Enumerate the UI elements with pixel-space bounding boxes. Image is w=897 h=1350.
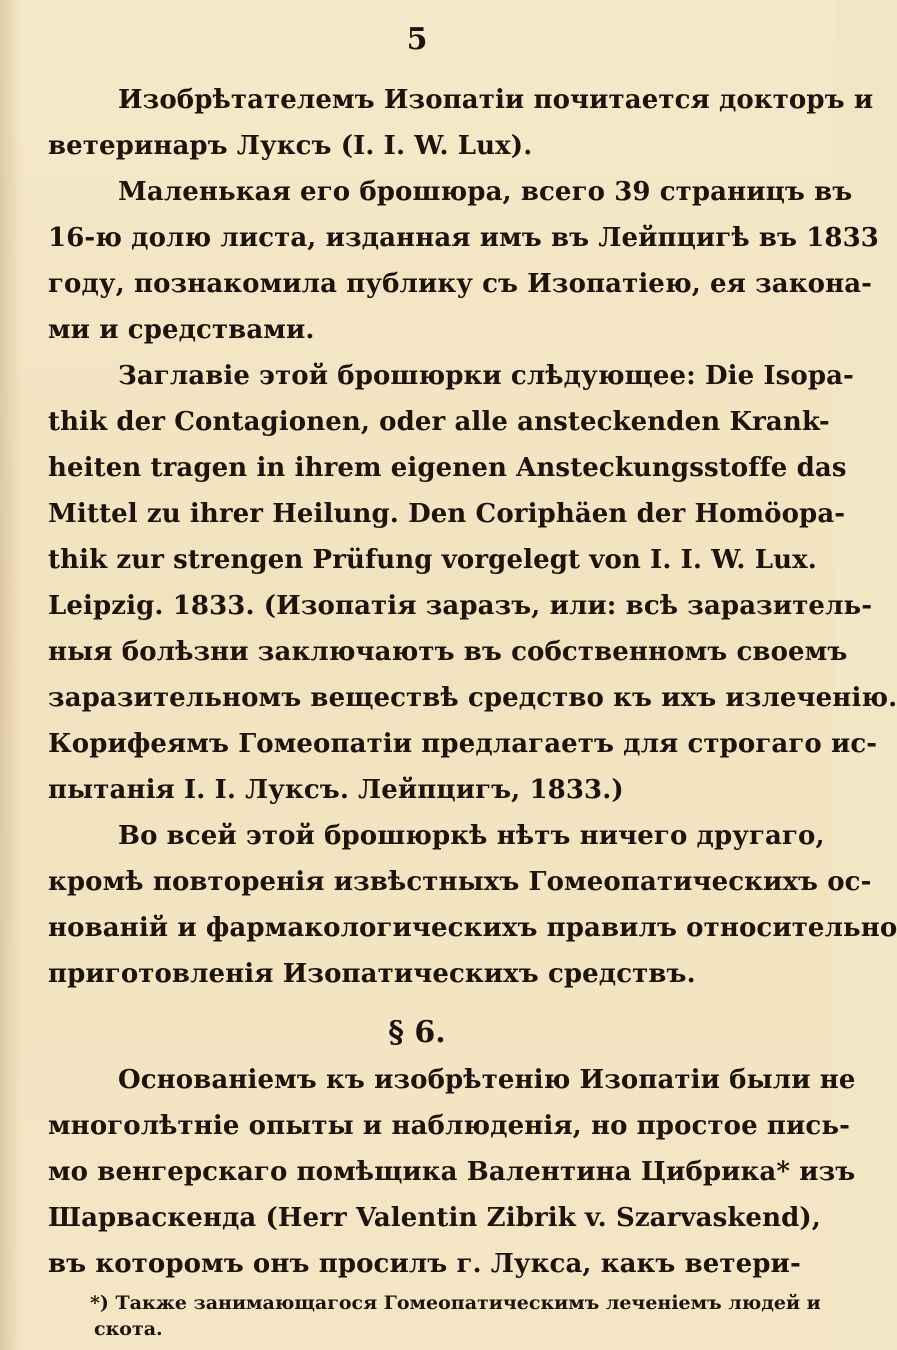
text-line: году, познакомила публику съ Изопатіею, ея закона- <box>48 269 873 299</box>
text-line: Заглавіе этой брошюрки слѣдующее: Die Isopa- <box>118 361 854 391</box>
text-line: 16-ю долю листа, изданная имъ въ Лейпцигѣ въ 1833 <box>48 223 879 253</box>
text-line: приготовленія Изопатическихъ средствъ. <box>48 959 696 989</box>
text-line: пытанія I. I. Луксъ. Лейпцигъ, 1833.) <box>48 775 624 805</box>
text-line: thik der Contagionen, oder alle ansteckenden Krank- <box>48 407 830 437</box>
text-line: Во всей этой брошюркѣ нѣтъ ничего другаго, <box>118 821 825 851</box>
text-line: въ которомъ онъ просилъ г. Лукса, какъ ветери- <box>48 1249 801 1279</box>
text-line: Маленькая его брошюра, всего 39 страницъ въ <box>118 177 853 207</box>
text-line: Корифеямъ Гомеопатіи предлагаетъ для строгаго ис- <box>48 729 878 759</box>
text-line: Шарваскенда (Herr Valentin Zibrik v. Szarvaskend), <box>48 1203 821 1233</box>
text-line: нованій и фармакологическихъ правилъ относительно <box>48 913 897 943</box>
text-line: ныя болѣзни заключаютъ въ собственномъ своемъ <box>48 637 848 667</box>
page-edge-shadow <box>0 0 22 1350</box>
footnote-line: *) Также занимающагося Гомеопатическимъ леченіемъ людей и <box>90 1292 821 1314</box>
text-line: ветеринаръ Луксъ (I. I. W. Lux). <box>48 131 533 161</box>
text-line: кромѣ повторенія извѣстныхъ Гомеопатическихъ ос- <box>48 867 872 897</box>
text-line: Основаніемъ къ изобрѣтенію Изопатіи были не <box>118 1065 856 1095</box>
text-line: thik zur strengen Prüfung vorgelegt von I. I. W. Lux. <box>48 545 817 575</box>
page-number: 5 <box>406 22 428 57</box>
footnote-line: скота. <box>94 1318 163 1340</box>
text-line: heiten tragen in ihrem eigenen Ansteckungsstoffe das <box>48 453 847 483</box>
text-line: Leipzig. 1833. (Изопатія заразъ, или: всѣ заразитель- <box>48 591 873 621</box>
text-line: мо венгерскаго помѣщика Валентина Цибрика* изъ <box>48 1157 856 1187</box>
text-line: заразительномъ веществѣ средство къ ихъ излеченію. <box>48 683 897 713</box>
text-line: многолѣтніе опыты и наблюденія, но простое пись- <box>48 1111 850 1141</box>
section-heading: § 6. <box>388 1015 446 1050</box>
text-line: Mittel zu ihrer Heilung. Den Coriphäen der Homöopa- <box>48 499 846 529</box>
text-line: ми и средствами. <box>48 315 315 345</box>
text-line: Изобрѣтателемъ Изопатіи почитается докторъ и <box>118 85 874 115</box>
